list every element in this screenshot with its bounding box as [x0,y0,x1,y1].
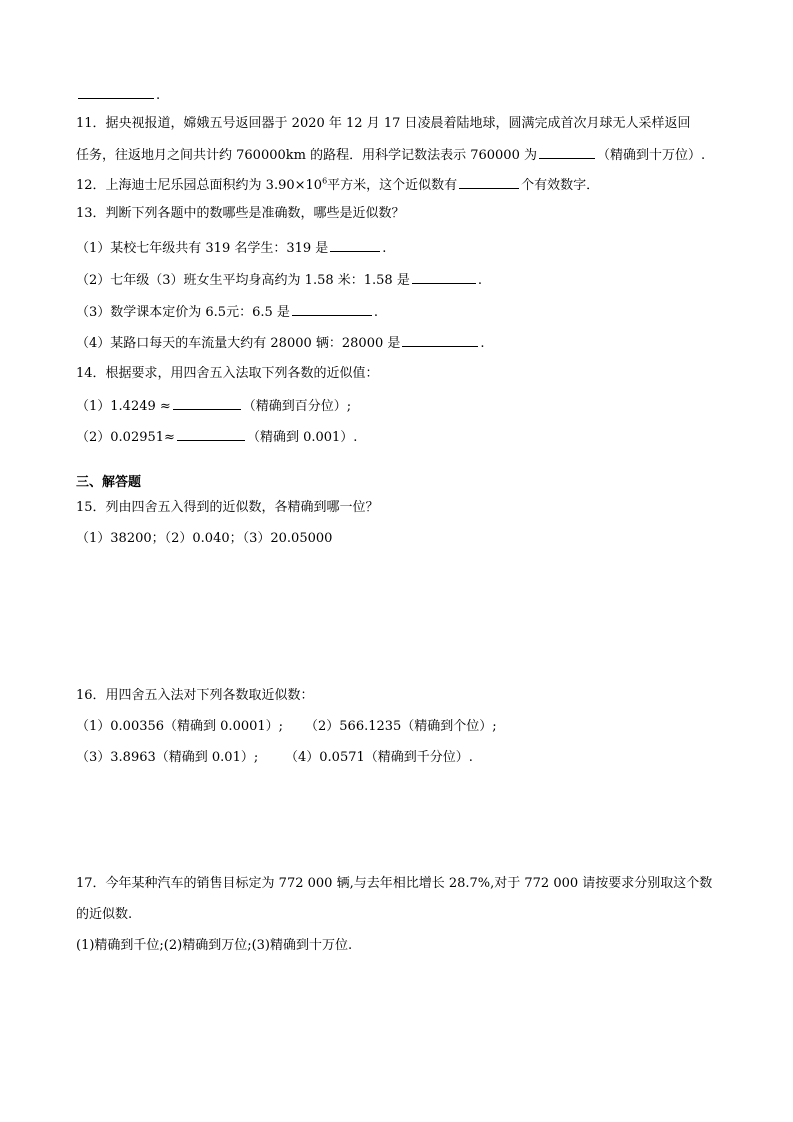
q14-item-note: （精确到 0.001）. [246,430,358,445]
q13-item-text: （4）某路口每天的车流量大约有 28000 辆：28000 是 [76,336,401,351]
answer-blank[interactable] [402,334,478,347]
q16-stem: 16．用四舍五入法对下列各数取近似数： [76,688,314,703]
q16-item-4: （4）0.0571（精确到千分位）. [285,750,473,765]
answer-blank[interactable] [78,86,154,99]
q14-item-note: （精确到百分位）; [242,399,352,414]
q13-item-end: . [477,273,482,288]
answer-blank[interactable] [173,397,241,410]
q12-text-b: 平方米，这个近似数有 [327,178,458,193]
q12-text-c: 个有效数字． [521,178,600,193]
q16-item-2: （2）566.1235（精确到个位）; [305,719,497,734]
q16-item-3: （3）3.8963（精确到 0.01）; [76,750,259,765]
answer-blank[interactable] [539,146,595,159]
q14-item-2 [76,428,357,446]
answer-blank[interactable] [292,303,372,316]
q13-item-3 [76,303,378,321]
q13-item-1 [76,239,386,257]
answer-blank[interactable] [330,239,380,252]
answer-blank[interactable] [177,428,245,441]
section-title: 三、解答题 [76,475,142,490]
q11-line1: 11．据央视报道，嫦娥五号返回器于 2020 年 12 月 17 日凌晨着陆地球，圆满完成首次月球无人采样返回 [76,116,691,131]
answer-blank[interactable] [412,271,476,284]
q13-item-text: （1）某校七年级共有 319 名学生：319 是 [76,241,329,256]
q17-line3: (1)精确到千位;(2)精确到万位;(3)精确到十万位. [76,938,353,953]
q13-item-end: . [382,241,387,256]
q13-stem: 13．判断下列各题中的数哪些是准确数，哪些是近似数？ [76,206,405,221]
q13-item-text: （2）七年级（3）班女生平均身高约为 1.58 米：1.58 是 [76,273,410,288]
q11-line2-note: （精确到十万位）. [597,148,706,163]
q17-line2: 的近似数. [76,907,133,922]
q16-item-1: （1）0.00356（精确到 0.0001）; [76,719,284,734]
q13-item-text: （3）数学课本定价为 6.5元：6.5 是 [76,305,290,320]
q17-line1: 17．今年某种汽车的销售目标定为 772 000 辆,与去年相比增长 28.7%,对于 772 000 请按要求分别取这个数 [76,876,713,891]
q15-items: （1）38200；（2）0.040；（3）20.05000 [76,531,333,546]
q12-line [76,176,599,194]
q14-stem: 14．根据要求，用四舍五入法取下列各数的近似值： [76,366,379,381]
q13-item-end: . [373,305,379,320]
q14-item-1 [76,397,351,415]
q13-item-4 [76,334,485,352]
answer-blank[interactable] [459,176,519,189]
q10-answer-line [76,86,160,104]
q14-item-text: （2）0.02951≈ [76,430,175,445]
q11-line2 [76,146,705,164]
q12-exponent: 6 [322,176,328,186]
q12-text-a: 12．上海迪士尼乐园总面积约为 3.90×10 [76,178,323,193]
q13-item-end: . [480,336,485,351]
q14-item-text: （1）1.4249 ≈ [76,399,171,414]
q13-item-2 [76,271,482,289]
q11-line2-text: 任务，往返地月之间共计约 760000km 的路程．用科学记数法表示 760000 为 [76,148,537,163]
q10-end: . [156,88,161,103]
q15-stem: 15．列由四舍五入得到的近似数，各精确到哪一位？ [76,500,379,515]
